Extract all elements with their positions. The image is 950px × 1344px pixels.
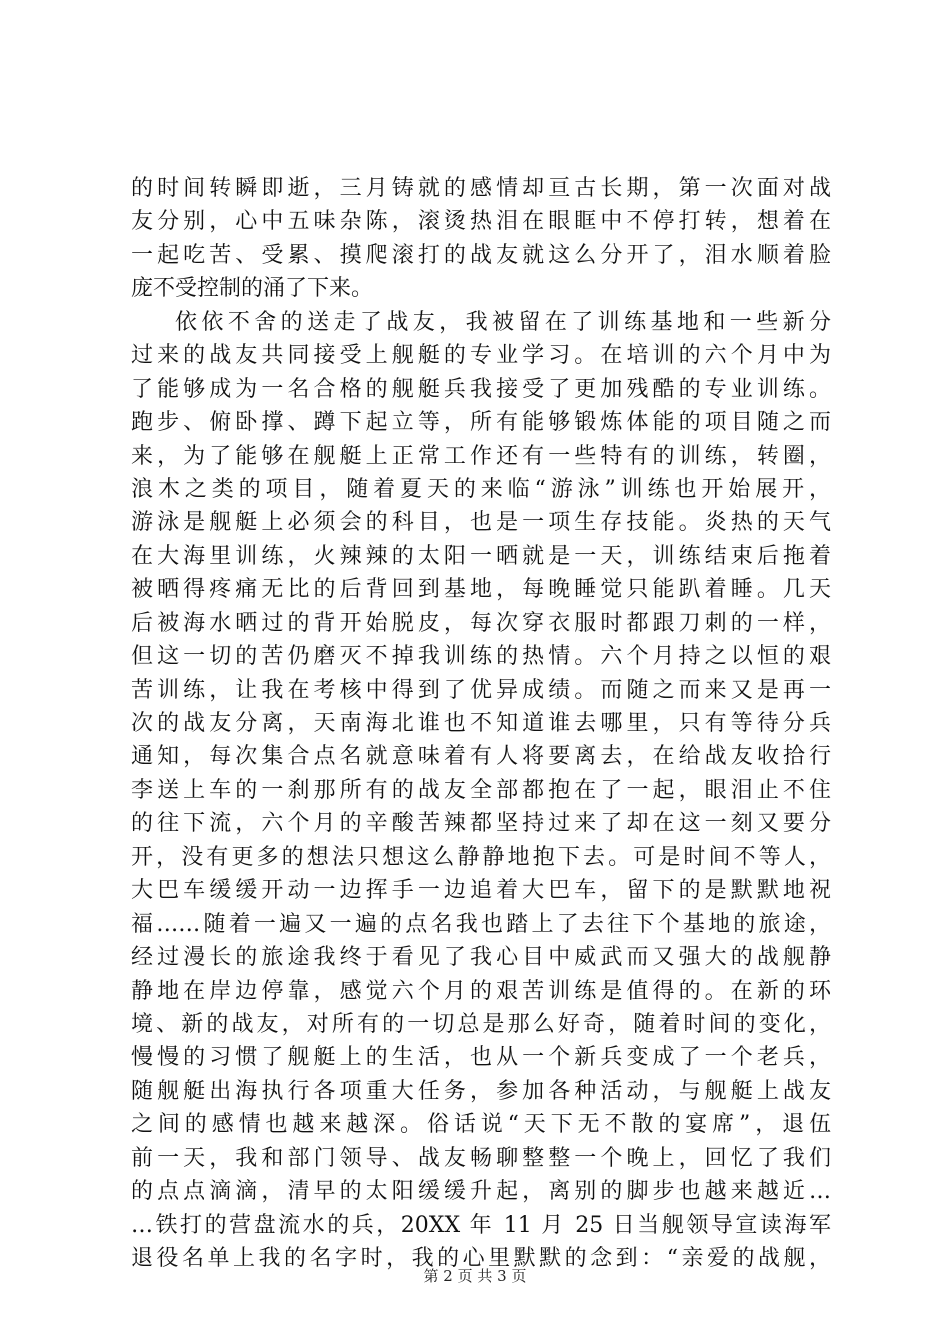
text-line: 开，没有更多的想法只想这么静静地抱下去。可是时间不等人，	[131, 844, 831, 870]
text-line: 过来的战友共同接受上舰艇的专业学习。在培训的六个月中为	[131, 343, 831, 369]
text-line: 的时间转瞬即逝，三月铸就的感情却亘古长期，第一次面对战	[131, 176, 831, 201]
text-line: …铁打的营盘流水的兵，20XX 年 11 月 25 日当舰领导宣读海军	[131, 1212, 831, 1238]
text-line: 在大海里训练，火辣辣的太阳一晒就是一天，训练结束后拖着	[131, 543, 831, 569]
text-line: 友分别，心中五味杂陈，滚烫热泪在眼眶中不停打转，想着在	[131, 209, 831, 235]
text-line: 境、新的战友，对所有的一切总是那么好奇，随着时间的变化，	[131, 1011, 831, 1037]
text-line: 退役名单上我的名字时，我的心里默默的念到：“亲爱的战舰，	[131, 1246, 831, 1271]
text-line: 的往下流，六个月的辛酸苦辣都坚持过来了却在这一刻又要分	[131, 811, 831, 837]
text-line: 游泳是舰艇上必须会的科目，也是一项生存技能。炎热的天气	[131, 510, 831, 536]
text-line: 庞不受控制的涌了下来。	[131, 276, 374, 302]
text-line: 后被海水晒过的背开始脱皮，每次穿衣服时都跟刀刺的一样，	[131, 610, 831, 636]
text-line: 慢慢的习惯了舰艇上的生活，也从一个新兵变成了一个老兵，	[131, 1045, 831, 1071]
text-line: 的点点滴滴，清早的太阳缓缓升起，离别的脚步也越来越近…	[131, 1179, 831, 1205]
text-line: 之间的感情也越来越深。俗话说“天下无不散的宴席”，退伍	[131, 1112, 831, 1138]
text-line: 大巴车缓缓开动一边挥手一边追着大巴车，留下的是默默地祝	[131, 878, 831, 904]
text-line: 经过漫长的旅途我终于看见了我心目中威武而又强大的战舰静	[131, 945, 831, 971]
text-line: 次的战友分离，天南海北谁也不知道谁去哪里，只有等待分兵	[131, 711, 831, 736]
text-line: 静地在岸边停靠，感觉六个月的艰苦训练是值得的。在新的环	[131, 978, 831, 1004]
text-line: 随舰艇出海执行各项重大任务，参加各种活动，与舰艇上战友	[131, 1078, 831, 1104]
text-line: 但这一切的苦仍磨灭不掉我训练的热情。六个月持之以恒的艰	[131, 644, 831, 670]
text-line: 浪木之类的项目，随着夏天的来临“游泳”训练也开始展开，	[131, 476, 831, 502]
text-line: 跑步、俯卧撑、蹲下起立等，所有能够锻炼体能的项目随之而	[131, 410, 831, 436]
text-line: 被晒得疼痛无比的后背回到基地，每晚睡觉只能趴着睡。几天	[131, 577, 831, 603]
text-line: 福……随着一遍又一遍的点名我也踏上了去往下个基地的旅途，	[131, 911, 831, 937]
text-line: 通知，每次集合点名就意味着有人将要离去，在给战友收拾行	[131, 744, 831, 770]
text-line: 苦训练，让我在考核中得到了优异成绩。而随之而来又是再一	[131, 677, 831, 703]
page-footer: 第 2 页 共 3 页	[423, 1267, 527, 1285]
text-line: 前一天，我和部门领导、战友畅聊整整一个晚上，回忆了我们	[131, 1145, 831, 1171]
text-line: 一起吃苦、受累、摸爬滚打的战友就这么分开了，泪水顺着脸	[131, 242, 831, 268]
text-line: 依依不舍的送走了战友，我被留在了训练基地和一些新分	[175, 309, 831, 335]
body-text	[131, 172, 831, 1275]
text-line: 了能够成为一名合格的舰艇兵我接受了更加残酷的专业训练。	[131, 376, 831, 402]
text-line: 来，为了能够在舰艇上正常工作还有一些特有的训练，转圈，	[131, 443, 831, 469]
text-line: 李送上车的一刹那所有的战友全部都抱在了一起，眼泪止不住	[131, 777, 831, 803]
